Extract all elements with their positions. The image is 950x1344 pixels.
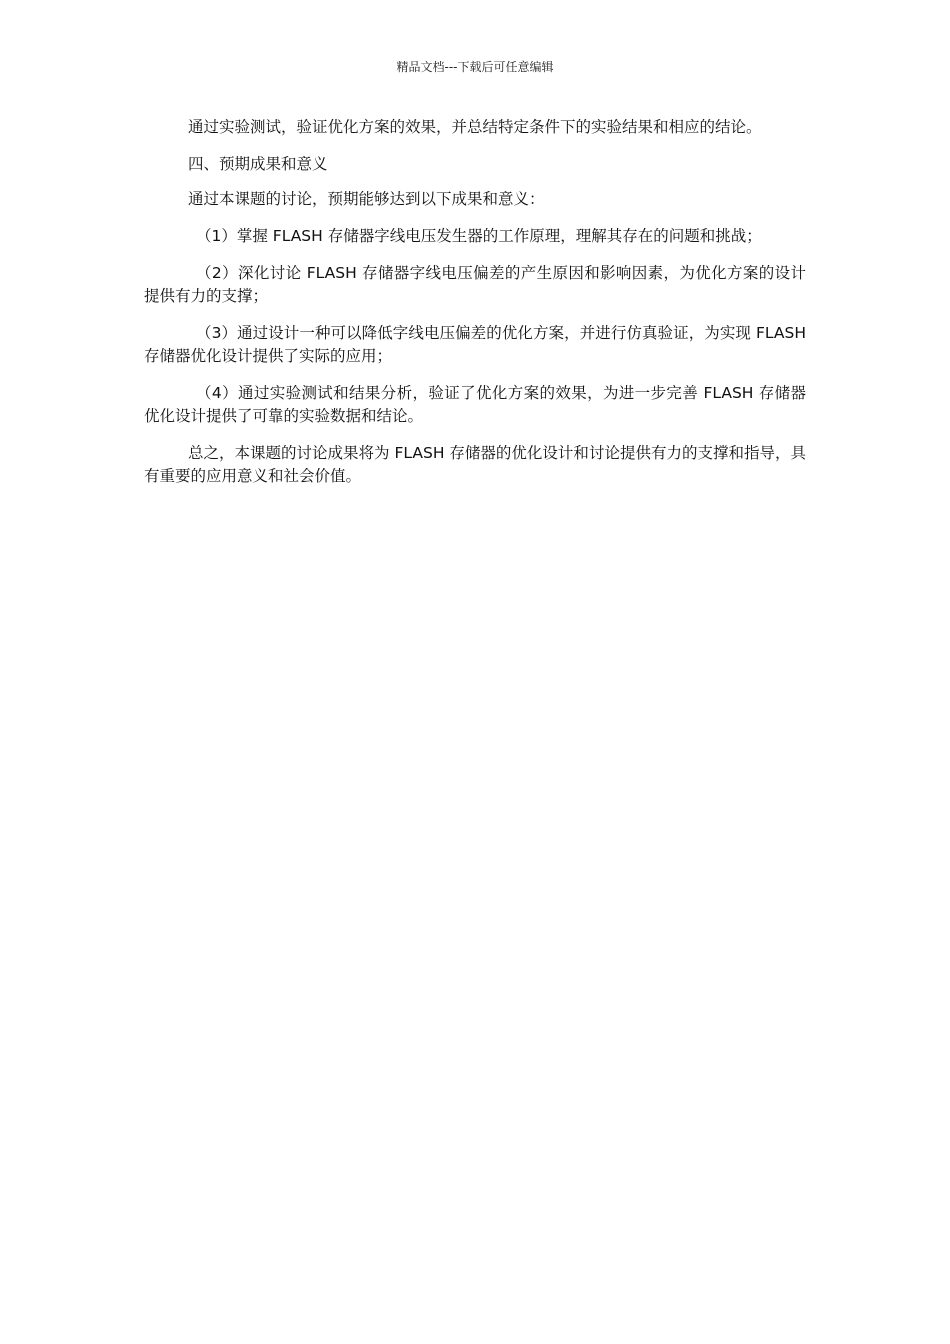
list-item-2: （2）深化讨论 FLASH 存储器字线电压偏差的产生原因和影响因素，为优化方案的设计提供有力的支撑； (144, 264, 806, 305)
document-body (144, 116, 806, 502)
page-header: 精品文档---下载后可任意编辑 (396, 60, 554, 74)
section-heading-expected-results: 四、预期成果和意义 (188, 155, 328, 173)
list-item-1: （1）掌握 FLASH 存储器字线电压发生器的工作原理，理解其存在的问题和挑战； (196, 227, 762, 245)
paragraph-intro: 通过本课题的讨论，预期能够达到以下成果和意义： (188, 190, 545, 208)
list-item-3: （3）通过设计一种可以降低字线电压偏差的优化方案，并进行仿真验证，为实现 FLASH 存储器优化设计提供了实际的应用； (144, 324, 806, 365)
list-item-4: （4）通过实验测试和结果分析，验证了优化方案的效果，为进一步完善 FLASH 存储器优化设计提供了可靠的实验数据和结论。 (144, 384, 806, 425)
paragraph-conclusion: 总之，本课题的讨论成果将为 FLASH 存储器的优化设计和讨论提供有力的支撑和指导，具有重要的应用意义和社会价值。 (144, 444, 806, 485)
paragraph-experiment-summary: 通过实验测试，验证优化方案的效果，并总结特定条件下的实验结果和相应的结论。 (188, 118, 762, 136)
